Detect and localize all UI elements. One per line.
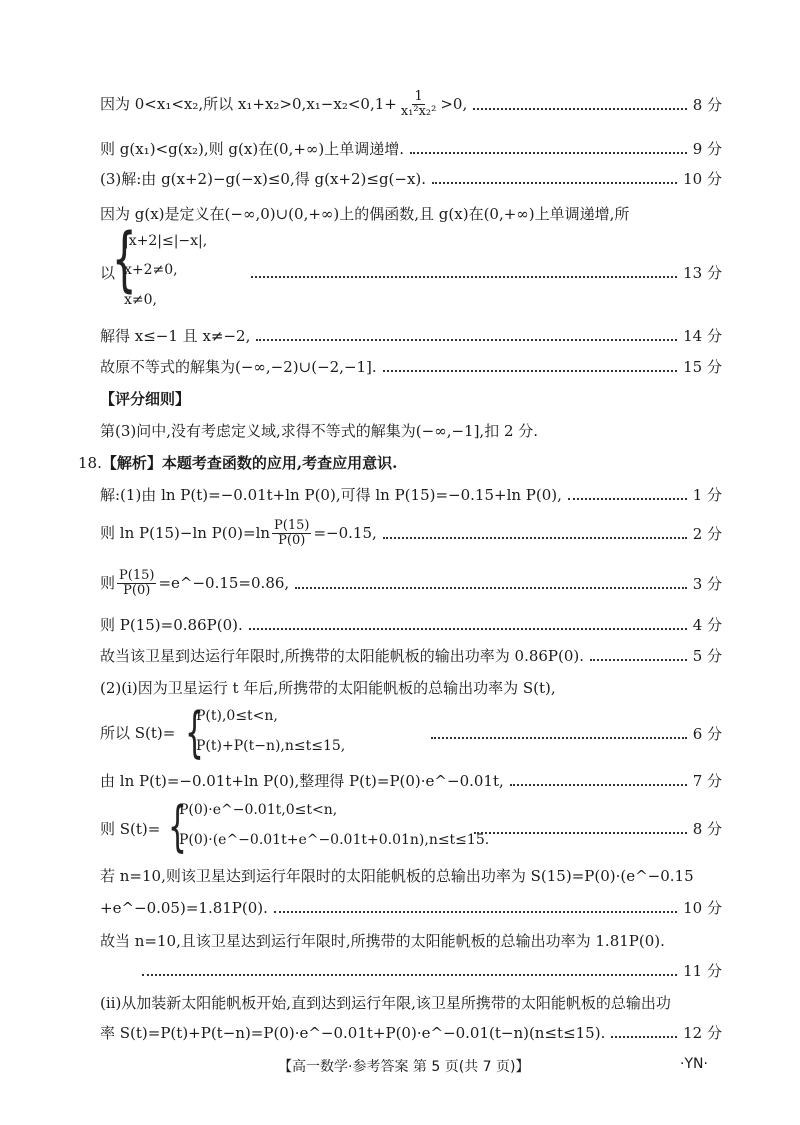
answer-line-13: [245, 262, 722, 283]
fraction-numerator: P(15): [119, 568, 155, 583]
score-label: 3 分: [692, 575, 722, 594]
answer-line-15: [100, 356, 722, 377]
fraction: [399, 90, 439, 120]
paragraph-text: (2)(ⅰ)因为卫星运行 t 年后,所携带的太阳能帆板的总输出功率为 S(t),: [100, 679, 556, 697]
line-text: 故原不等式的解集为(−∞,−2)∪(−2,−1].: [100, 358, 377, 376]
answer-line-2: [100, 519, 722, 549]
score-label: 5 分: [692, 647, 722, 665]
score-label: 15 分: [683, 358, 722, 376]
answer-line-10: [100, 168, 722, 189]
line-text: >0,: [440, 94, 468, 113]
score-label: 10 分: [683, 170, 722, 188]
line-text: 故当该卫星到达运行年限时,所携带的太阳能帆板的输出功率为 0.86P(0).: [100, 647, 585, 665]
line-text: 则 P(15)=0.86P(0).: [100, 616, 243, 634]
line-text: 解:(1)由 ln P(t)=−0.01t+ln P(0),可得 ln P(15)=−0.15+ln P(0),: [100, 486, 562, 504]
answer-line-12: [100, 1022, 722, 1043]
dot-leader: [383, 370, 677, 372]
score-label: 8 分: [692, 820, 722, 838]
system-prefix: 所以 S(t)=: [100, 724, 176, 742]
dot-leader: [274, 911, 677, 913]
answer-line-9: [100, 138, 722, 159]
dot-leader: [510, 784, 687, 786]
fraction: [117, 569, 156, 599]
dot-leader: [431, 737, 687, 739]
score-label: 6 分: [692, 725, 722, 743]
paragraph-text: 第(3)问中,没有考虑定义域,求得不等式的解集为(−∞,−1],扣 2 分.: [100, 422, 539, 440]
page-footer: 【高一数学·参考答案 第 5 页(共 7 页)】: [278, 1059, 530, 1075]
dot-leader: [410, 152, 687, 154]
fraction: [272, 519, 311, 549]
answer-line-6: [425, 723, 722, 744]
answer-line-3: [100, 569, 722, 599]
answer-line-7: [100, 770, 722, 791]
answer-line-14: [100, 325, 722, 346]
dot-leader: [249, 628, 687, 630]
answer-line-11: [136, 960, 722, 981]
answer-line-8: [100, 90, 722, 120]
line-text: 解得 x≤−1 且 x≠−2,: [100, 327, 251, 345]
dot-leader: [432, 182, 677, 184]
score-label: 10 分: [683, 899, 722, 917]
dot-leader: [256, 339, 677, 341]
dot-leader: [568, 498, 687, 500]
answer-line-10b: [100, 897, 722, 918]
system-prefix: 以: [100, 264, 116, 282]
line-text: 由 ln P(t)=−0.01t+ln P(0),整理得 P(t)=P(0)·e^−0.01t,: [100, 772, 504, 790]
answer-line-8b: [468, 818, 722, 839]
fraction-numerator: 1: [414, 89, 423, 104]
line-text: 则: [100, 573, 116, 592]
fraction-numerator: P(15): [274, 518, 310, 533]
paragraph-text: 若 n=10,则该卫星达到运行年限时的太阳能帆板的总输出功率为 S(15)=P(0)·(e^−0.15: [100, 867, 694, 885]
left-brace: {: [168, 795, 187, 858]
dot-leader: [251, 276, 677, 278]
section-heading: 【评分细则】: [100, 390, 191, 408]
line-text: 因为 0<x₁<x₂,所以 x₁+x₂>0,x₁−x₂<0,1+: [100, 94, 397, 113]
dot-leader: [142, 974, 677, 976]
paragraph-text: 因为 g(x)是定义在(−∞,0)∪(0,+∞)上的偶函数,且 g(x)在(0,+∞)上单调递增,所: [100, 205, 630, 223]
score-label: 14 分: [683, 327, 722, 345]
fraction-denominator: P(0): [123, 583, 151, 599]
score-label: 7 分: [692, 772, 722, 790]
line-text: +e^−0.05)=1.81P(0).: [100, 898, 268, 917]
system-row: P(t),0≤t<n,: [196, 708, 278, 724]
question-title: 【解析】本题考查函数的应用,考查应用意识.: [101, 454, 398, 472]
line-text: =−0.15,: [313, 523, 377, 542]
paragraph-text: (ⅱ)从加装新太阳能帆板开始,直到达到运行年限,该卫星所携带的太阳能帆板的总输出功: [100, 994, 671, 1012]
score-label: 11 分: [683, 962, 722, 980]
answer-line-4: [100, 614, 722, 635]
score-label: 2 分: [692, 525, 722, 544]
question-number: 18.: [78, 454, 102, 472]
dot-leader: [383, 537, 687, 539]
dot-leader: [474, 832, 687, 834]
score-label: 9 分: [692, 140, 722, 158]
paragraph-text: 故当 n=10,且该卫星达到运行年限时,所携带的太阳能帆板的总输出功率为 1.81P(0).: [100, 932, 665, 950]
left-brace: {: [185, 701, 204, 764]
dot-leader: [473, 108, 686, 110]
score-label: 8 分: [692, 96, 722, 115]
left-brace: {: [112, 218, 137, 300]
fraction-denominator: P(0): [278, 533, 306, 549]
system-row: P(0)·(e^−0.01t+e^−0.01t+0.01n),n≤t≤15.: [179, 832, 490, 848]
system-row: |x+2|≤|−x|,: [124, 233, 208, 249]
answer-line-1: [100, 484, 722, 505]
score-label: 12 分: [683, 1024, 722, 1042]
system-row: x≠0,: [124, 292, 157, 308]
fraction-denominator: x₁²x₂²: [400, 104, 437, 120]
line-text: 则 g(x₁)<g(x₂),则 g(x)在(0,+∞)上单调递增.: [100, 140, 405, 158]
score-label: 1 分: [692, 486, 722, 504]
system-row: x+2≠0,: [124, 262, 178, 278]
score-label: 13 分: [683, 264, 722, 282]
dot-leader: [295, 587, 687, 589]
system-row: P(0)·e^−0.01t,0≤t<n,: [179, 802, 338, 818]
dot-leader: [590, 659, 687, 661]
line-text: =e^−0.15=0.86,: [158, 573, 290, 592]
system-prefix: 则 S(t)=: [100, 820, 161, 838]
question-header: [78, 452, 397, 473]
score-label: 4 分: [692, 616, 722, 634]
system-row: P(t)+P(t−n),n≤t≤15,: [196, 738, 346, 754]
line-text: (3)解:由 g(x+2)−g(−x)≤0,得 g(x+2)≤g(−x).: [100, 170, 427, 188]
answer-line-5: [100, 645, 722, 666]
dot-leader: [611, 1036, 677, 1038]
line-text: 则 ln P(15)−ln P(0)=ln: [100, 523, 271, 542]
line-text: 率 S(t)=P(t)+P(t−n)=P(0)·e^−0.01t+P(0)·e^−0.01(t−n)(n≤t≤15).: [100, 1024, 606, 1042]
footer-mark: ·YN·: [680, 1056, 708, 1072]
